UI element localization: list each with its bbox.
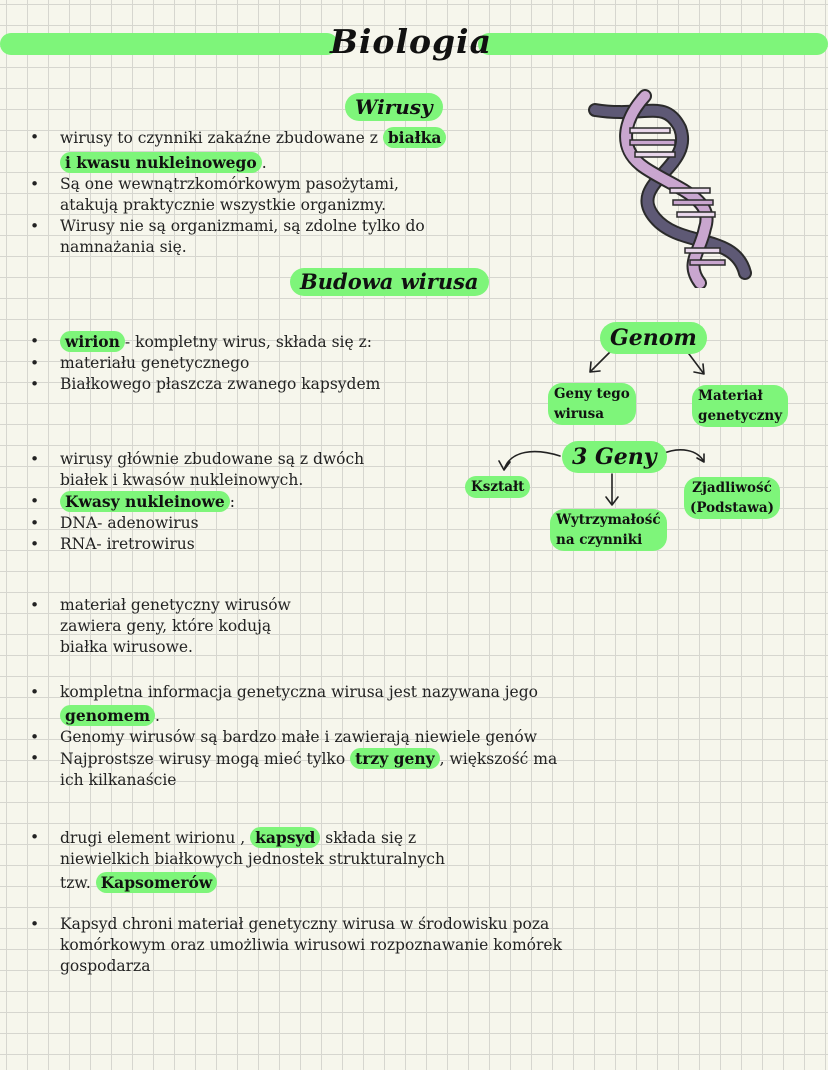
node-line: Wytrzymałość	[556, 512, 661, 528]
item-text: - kompletny wirus, składa się z:	[124, 333, 372, 351]
item-text: składa się z	[320, 829, 417, 847]
item-text: DNA- adenowirus	[60, 514, 199, 532]
item-text: namnażania się.	[60, 238, 187, 256]
item-text: ich kilkanaście	[60, 771, 177, 789]
item-text: drugi element wirionu ,	[60, 829, 251, 847]
item-text: :	[229, 493, 235, 511]
page-title: Biologia	[330, 22, 492, 61]
node-line: genetyczny	[698, 408, 783, 424]
node-zjadliwosc	[684, 477, 780, 519]
item-text: wirusy to czynniki zakaźne zbudowane z	[60, 129, 383, 147]
item-text: Najprostsze wirusy mogą mieć tylko	[60, 750, 351, 768]
highlight-wirion: wirion	[60, 331, 125, 352]
item-text: .	[154, 707, 160, 725]
highlight-kwas: i kwasu nukleinowego	[60, 152, 262, 173]
item-text: tzw.	[60, 874, 96, 892]
node-trzy-geny: 3 Geny	[562, 441, 667, 473]
item-text: materiału genetycznego	[60, 354, 250, 372]
item-text: Genomy wirusów są bardzo małe i zawierają niewiele genów	[60, 728, 538, 746]
item-text: • Wirusy nie są organizmami, są zdolne tylko do	[60, 217, 425, 235]
highlight-bialka: białka	[383, 127, 447, 148]
item-text: .	[261, 154, 267, 172]
highlight-kwasy: Kwasy nukleinowe	[60, 491, 230, 512]
node-ksztalt: Kształt	[465, 476, 530, 498]
heading-budowa: Budowa wirusa	[290, 268, 489, 296]
item-text: • wirusy głównie zbudowane są z dwóch	[60, 450, 365, 468]
node-line: (Podstawa)	[690, 500, 774, 516]
item-text: , większość ma	[439, 750, 558, 768]
item-text: białek i kwasów nukleinowych.	[60, 471, 304, 489]
arrow-geny-right	[662, 450, 704, 462]
item-text: • materiał genetyczny wirusów	[60, 596, 291, 614]
item-text: niewielkich białkowych jednostek strukturalnych	[60, 850, 445, 868]
item-text: RNA- iretrowirus	[60, 535, 195, 553]
arrow-genom-left	[590, 350, 612, 372]
item-text: atakują praktycznie wszystkie organizmy.	[60, 196, 387, 214]
item-text: • Kapsyd chroni materiał genetyczny wirusa w środowisku poza	[60, 915, 550, 933]
arrow-geny-left	[499, 452, 560, 470]
item-text: • kompletna informacja genetyczna wirusa jest nazywana jego	[60, 683, 538, 701]
arrow-geny-down	[606, 474, 618, 505]
node-wytrzymalosc	[550, 509, 667, 551]
highlight-trzy-geny: trzy geny	[350, 748, 440, 769]
node-line: wirusa	[554, 406, 605, 422]
node-material-genetyczny	[692, 385, 788, 427]
item-text: • Są one wewnątrzkomórkowym pasożytami,	[60, 175, 399, 193]
node-line: Materiał	[698, 388, 763, 404]
highlight-kapsomerow: Kapsomerów	[96, 872, 218, 893]
item-text: białka wirusowe.	[60, 638, 193, 656]
node-line: Geny tego	[554, 386, 630, 402]
highlight-genomem: genomem	[60, 705, 155, 726]
node-line: na czynniki	[556, 532, 643, 548]
node-genom: Genom	[600, 322, 707, 354]
item-text: Białkowego płaszcza zwanego kapsydem	[60, 375, 381, 393]
highlight-kapsyd: kapsyd	[250, 827, 320, 848]
heading-wirusy: Wirusy	[345, 93, 443, 121]
item-text: gospodarza	[60, 957, 151, 975]
node-line: Zjadliwość	[692, 480, 772, 496]
item-text: zawiera geny, które kodują	[60, 617, 272, 635]
node-geny-tego-wirusa	[548, 383, 636, 425]
item-text: komórkowym oraz umożliwia wirusowi rozpoznawanie komórek	[60, 936, 562, 954]
